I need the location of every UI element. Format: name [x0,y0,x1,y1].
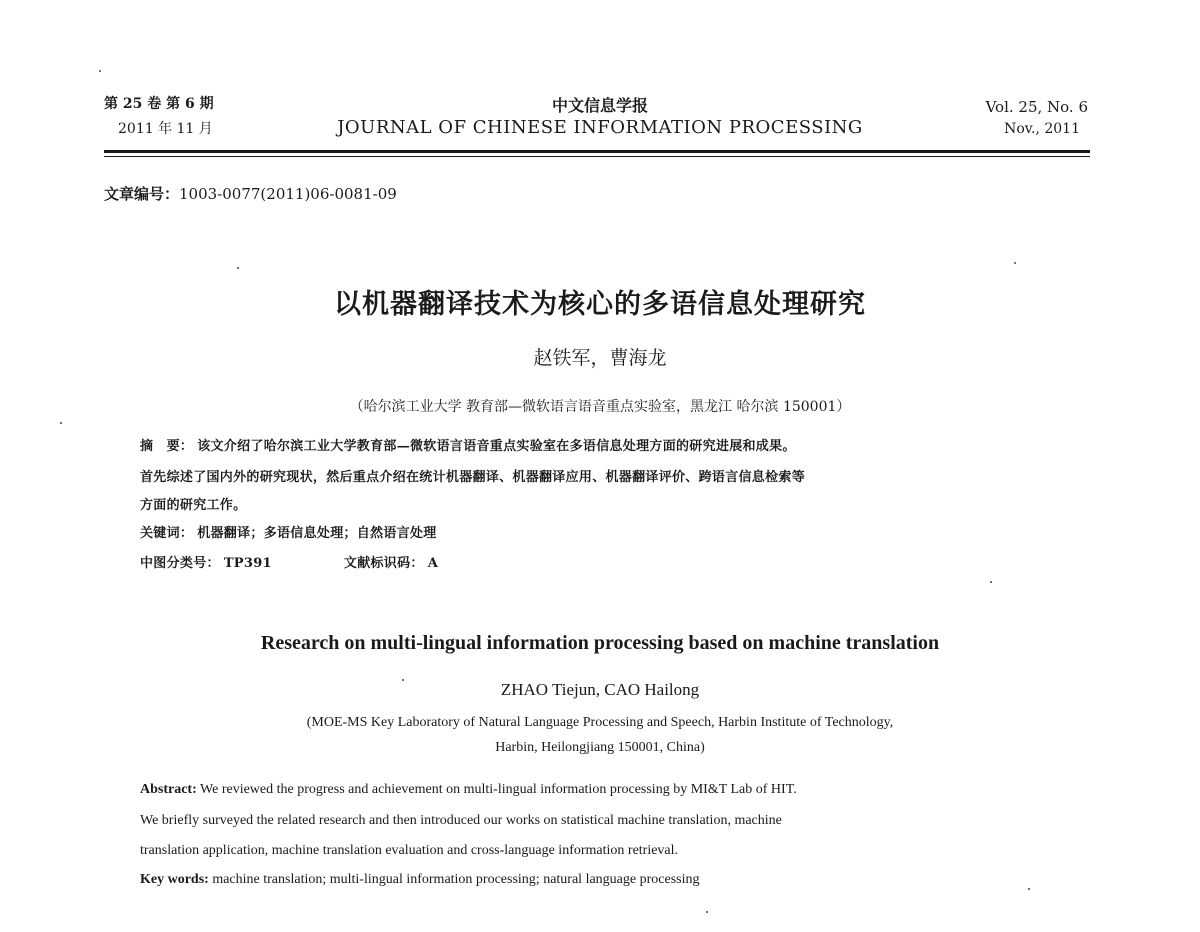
abstract-en-line: translation application, machine translation evaluation and cross-language information retrieval. [140,843,679,858]
authors-cn: 赵铁军，曹海龙 [533,347,667,369]
abstract-en-label: Abstract: [140,782,197,797]
scan-speck [990,581,992,583]
keywords-cn-value: 机器翻译；多语信息处理；自然语言处理 [197,526,437,541]
classification-label: 中图分类号： [140,556,220,571]
volume-issue-cn: 第 25 卷 第 6 期 [104,96,214,112]
keywords-en-value: machine translation; multi-lingual information processing; natural language processing [208,872,700,887]
volume-issue-en: Vol. 25, No. 6 [985,98,1088,116]
affiliation-cn: （哈尔滨工业大学 教育部—微软语言语音重点实验室，黑龙江 哈尔滨 150001） [349,399,851,415]
article-number [104,183,397,204]
paper-title-en: Research on multi-lingual information processing based on machine translation [260,632,940,654]
issue-date-en: Nov., 2011 [1004,121,1080,137]
classification-value: TP391 [223,556,272,571]
abstract-en-line: We reviewed the progress and achievement on multi-lingual information processing by MI&T Lab of HIT. [196,782,797,797]
scan-speck [1014,262,1016,264]
article-number-value: 1003-0077(2011)06-0081-09 [179,185,397,203]
abstract-en-line: We briefly surveyed the related research and then introduced our works on statistical machine translation, machine [140,813,782,828]
scan-speck [1028,888,1030,890]
abstract-cn-line: 该文介绍了哈尔滨工业大学教育部—微软语言语音重点实验室在多语信息处理方面的研究进展和成果。 [197,439,796,454]
abstract-cn-label: 摘 要： [140,439,194,454]
article-number-label: 文章编号： [104,185,180,203]
scan-speck [402,679,404,681]
abstract-cn [140,435,796,454]
journal-title-en: JOURNAL OF CHINESE INFORMATION PROCESSING [337,117,863,138]
keywords-en [140,872,699,888]
document-code-value: A [427,556,439,571]
scan-speck [60,422,62,424]
header-rule-thick [104,150,1090,153]
scan-speck [706,911,708,913]
abstract-en [140,782,797,798]
journal-title-cn: 中文信息学报 [551,96,648,115]
paper-title-cn: 以机器翻译技术为核心的多语信息处理研究 [334,289,866,320]
scan-speck [99,70,101,72]
header-rule-thin [104,156,1090,157]
affiliation-en-line: Harbin, Heilongjiang 150001, China) [495,740,705,755]
abstract-cn-line: 首先综述了国内外的研究现状，然后重点介绍在统计机器翻译、机器翻译应用、机器翻译评价、跨语言信息检索等 [140,470,806,485]
classification-cn [140,552,438,571]
authors-en: ZHAO Tiejun, CAO Hailong [500,680,700,699]
scan-speck [237,267,239,269]
abstract-cn-line: 方面的研究工作。 [140,498,247,513]
keywords-en-label: Key words: [140,872,209,887]
affiliation-en-line: (MOE-MS Key Laboratory of Natural Language Processing and Speech, Harbin Institute of Technology, [306,715,894,730]
keywords-cn-label: 关键词： [140,526,194,541]
issue-date-cn: 2011 年 11 月 [118,121,213,137]
document-code-label: 文献标识码： [343,556,424,571]
keywords-cn [140,522,437,541]
